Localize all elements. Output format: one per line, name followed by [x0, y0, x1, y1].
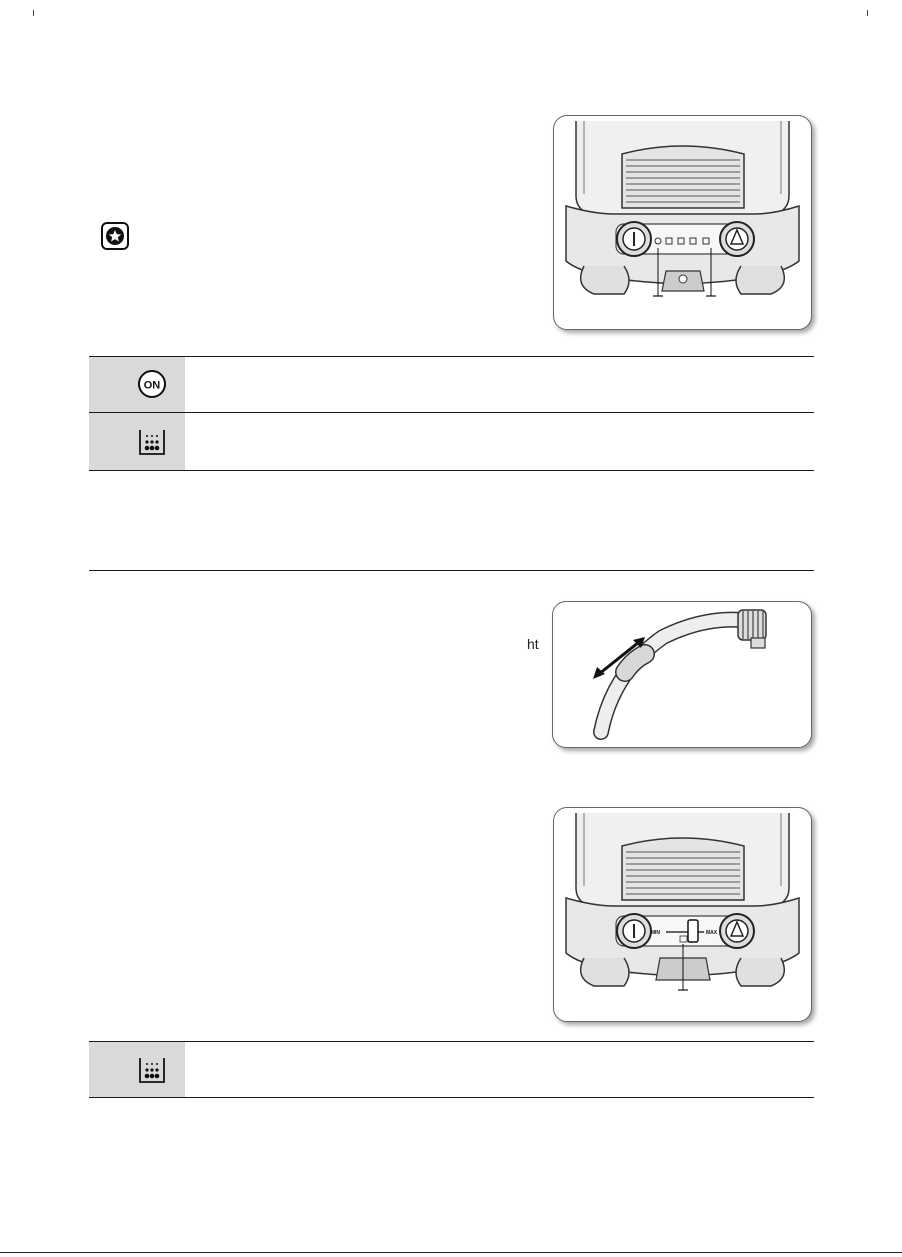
text-fragment: ht [527, 636, 539, 652]
table1-bottom-rule [89, 470, 814, 471]
page-bottom-rule [0, 1252, 902, 1253]
crop-mark-left [33, 10, 34, 16]
figure-hose-handle [552, 601, 812, 748]
svg-text:ON: ON [143, 379, 161, 392]
figure-control-panel-indicators [553, 115, 812, 330]
dust-full-indicator-icon [137, 427, 167, 457]
dust-full-indicator-icon [137, 1055, 167, 1085]
table1-top-rule [89, 356, 814, 357]
slider-max-label: MAX [706, 930, 718, 936]
table2-top-rule [89, 1041, 814, 1042]
table2-row1-icon-cell [89, 1042, 185, 1097]
slider-min-label: MIN [650, 930, 660, 936]
table1-row2-icon-cell [89, 413, 185, 470]
table1-mid-rule [89, 412, 814, 413]
section-divider [89, 570, 814, 571]
table1-row1-icon-cell [89, 357, 185, 412]
crop-mark-right [867, 10, 868, 16]
figure-control-panel-slider [553, 807, 812, 1022]
on-indicator-icon [137, 369, 167, 399]
table2-bottom-rule [89, 1097, 814, 1098]
star-note-icon [100, 221, 130, 251]
